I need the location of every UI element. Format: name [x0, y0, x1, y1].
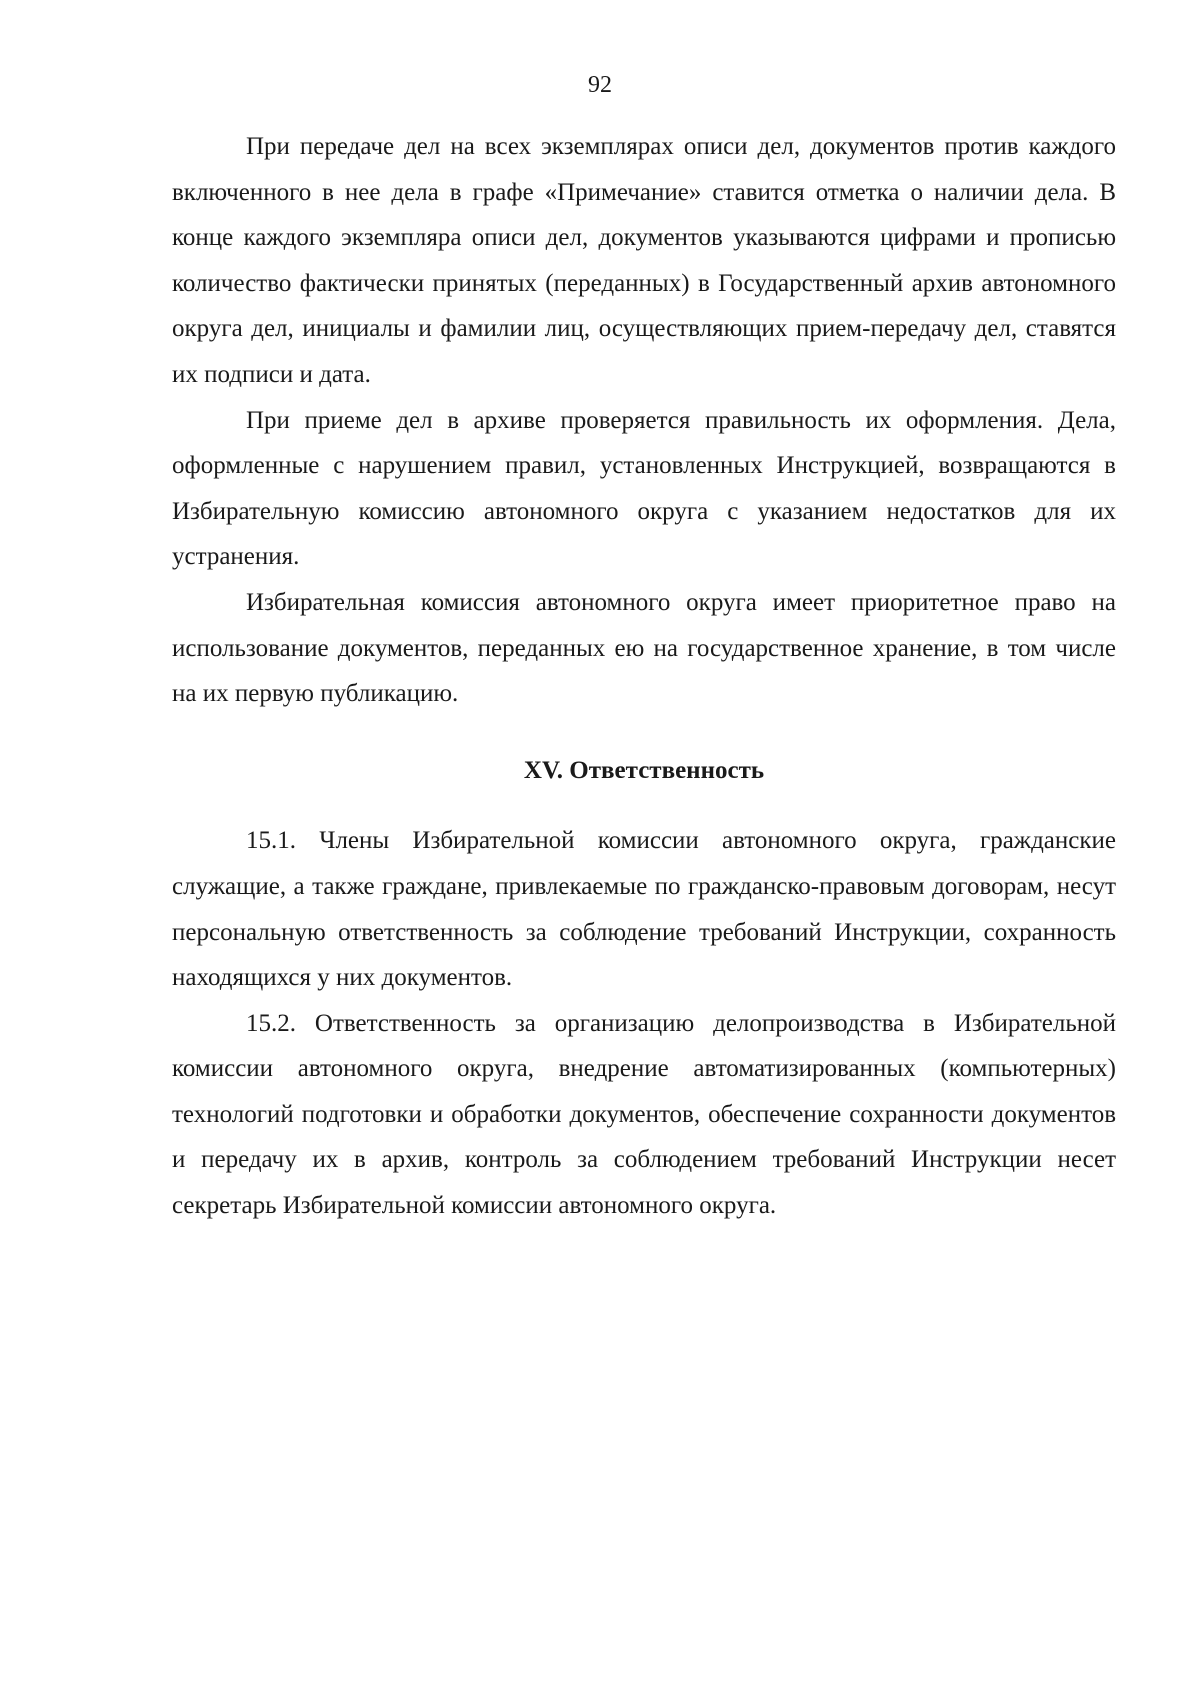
paragraph-archive-acceptance: При приеме дел в архиве проверяется правильность их оформления. Дела, оформленные с нарушением правил, установленных Инструкцией, возвращаются в Избирательную комиссию автономного округа с указанием недостатков для их устранения.	[172, 406, 1116, 571]
page-number: 92	[588, 72, 612, 98]
paragraph-priority-right: Избирательная комиссия автономного округа имеет приоритетное право на использование документов, переданных ею на государственное хранение, в том числе на их первую публикацию.	[172, 588, 1116, 708]
paragraph-15-2: 15.2. Ответственность за организацию делопроизводства в Избирательной комиссии автономного округа, внедрение автоматизированных (компьютерных) технологий подготовки и обработки документов, обеспечение сохранности документов и передачу их в архив, контроль за соблюдением требований Инструкции несет секретарь Избирательной комиссии автономного округа.	[172, 1009, 1116, 1220]
paragraph-15-1: 15.1. Члены Избирательной комиссии автономного округа, гражданские служащие, а также граждане, привлекаемые по гражданско-правовым договорам, несут персональную ответственность за соблюдение требований Инструкции, сохранность находящихся у них документов.	[172, 827, 1116, 992]
paragraph-transfer-inventory: При передаче дел на всех экземплярах описи дел, документов против каждого включенного в нее дела в графе «Примечание» ставится отметка о наличии дела. В конце каждого экземпляра описи дел, документов указываются цифрами и прописью количество фактически принятых (переданных) в Государственный архив автономного округа дел, инициалы и фамилии лиц, осуществляющих прием-передачу дел, ставятся их подписи и дата.	[172, 133, 1116, 388]
document-body	[172, 124, 1116, 1229]
section-heading: XV. Ответственность	[523, 756, 765, 784]
